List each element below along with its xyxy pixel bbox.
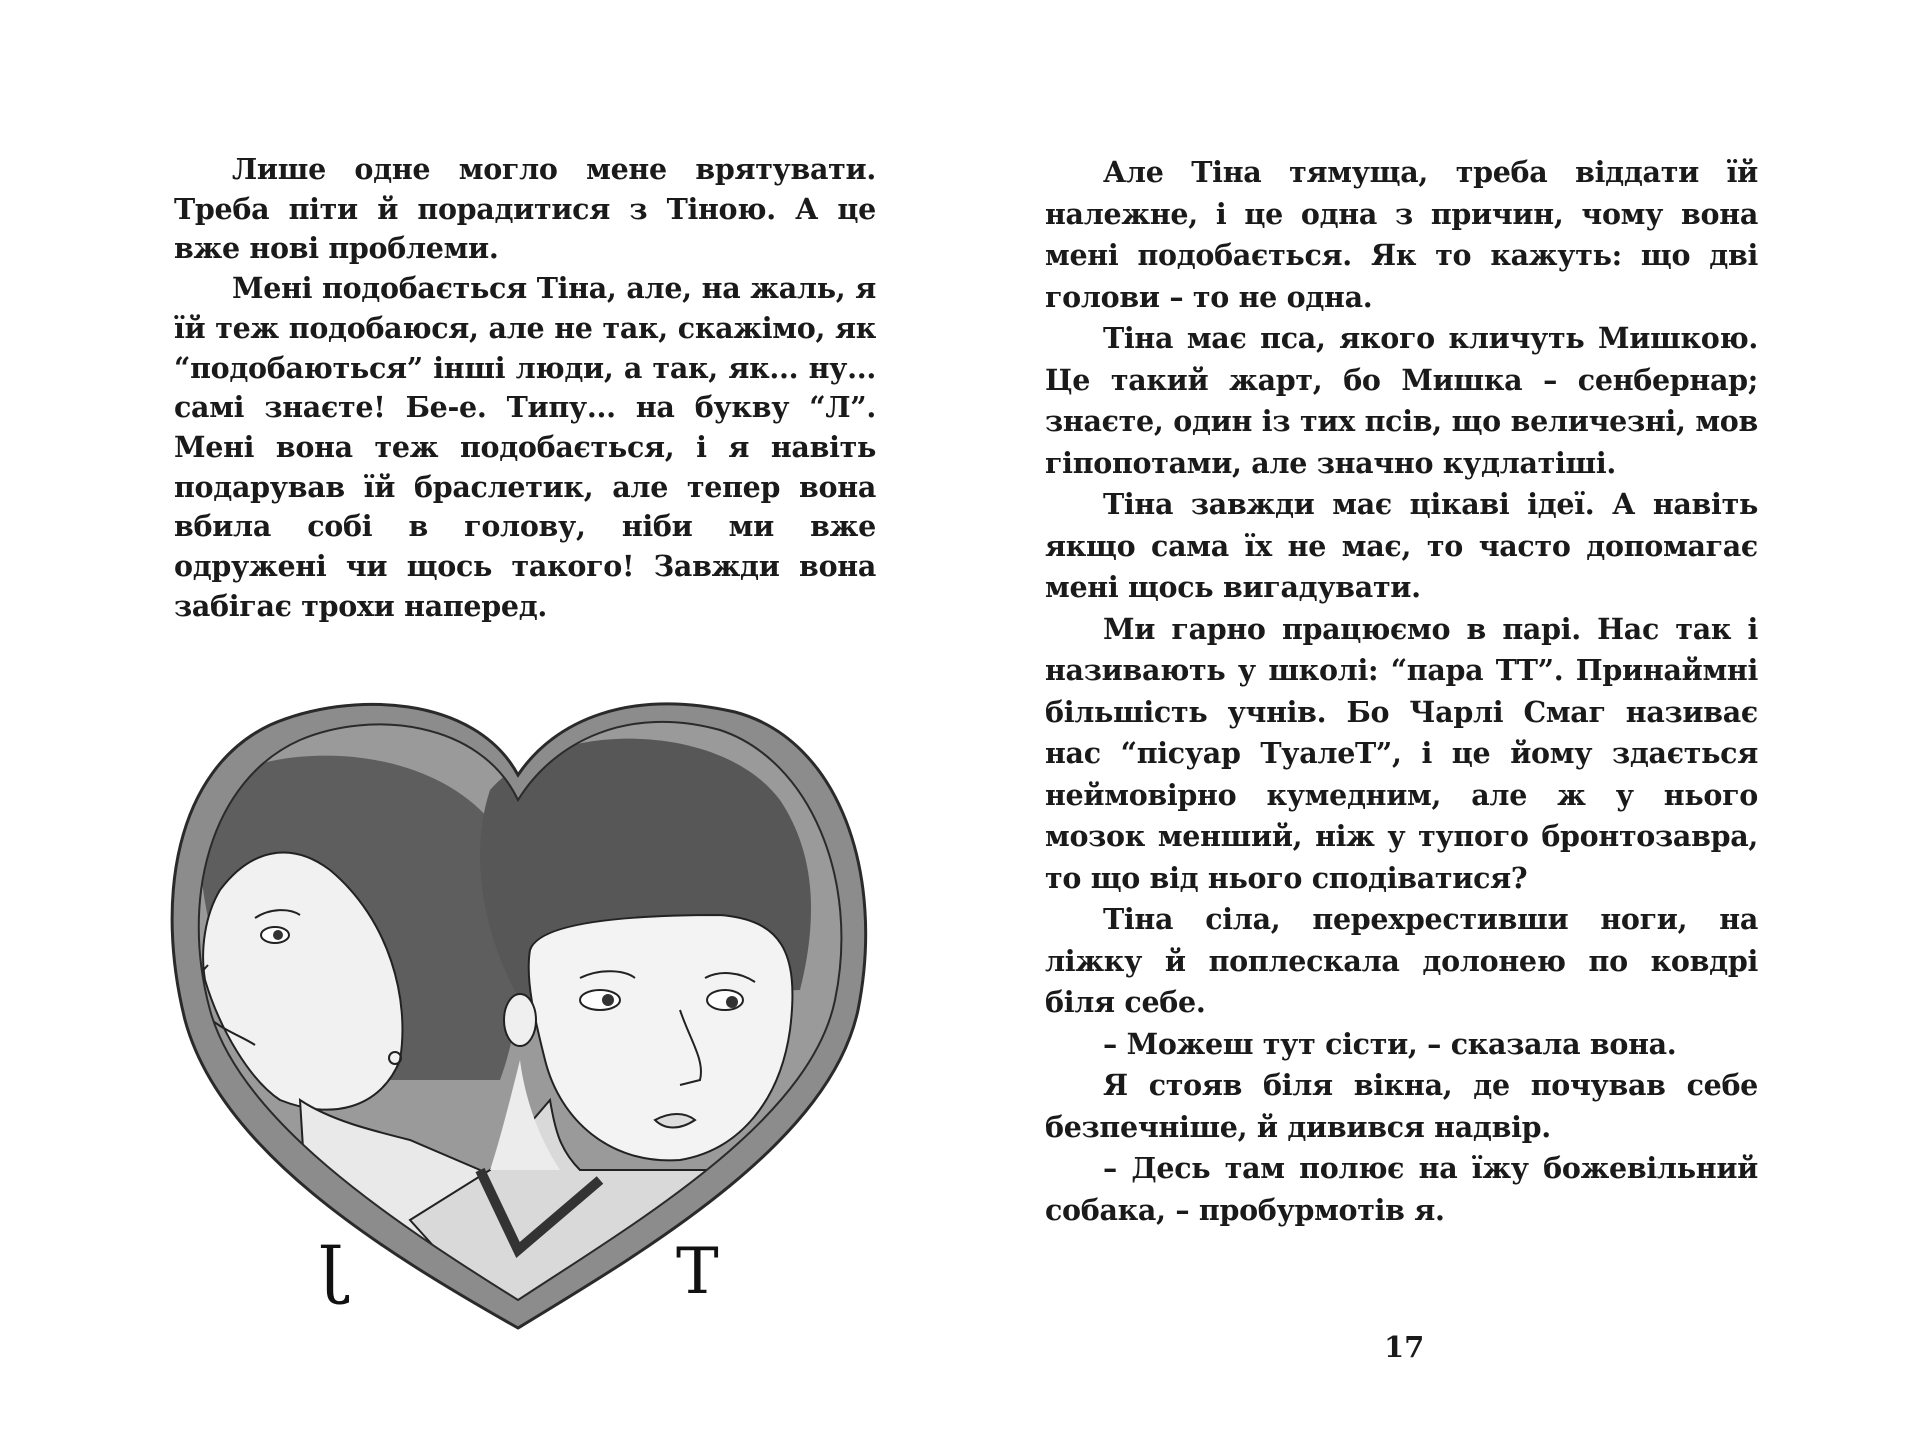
paragraph: Але Тіна тямуща, треба віддати їй належне, і це одна з причин, чому вона мені подобається. Як то кажуть: що дві голови – то не одна. bbox=[1045, 155, 1758, 314]
initial-left: J bbox=[318, 1233, 344, 1307]
paragraph: Ми гарно працюємо в парі. Нас так і називають у школі: “пара ТТ”. Принаймні більшість учнів. Бо Чарлі Смаг називає нас “пісуар ТуалеТ”, і це йому здається неймовірно кумедним, але ж у нього мозок менший, ніж у тупого бронтозавра, то що від нього сподіватися? bbox=[1045, 611, 1758, 895]
paragraph: Я стояв біля вікна, де почував себе безпечніше, й дивився надвір. bbox=[1045, 1068, 1758, 1144]
paragraph: Лише одне могло мене врятувати. Треба піти й порадитися з Тіною. А це вже нові проблеми. bbox=[174, 152, 876, 266]
left-page-text bbox=[174, 150, 876, 626]
paragraph: – Десь там полює на їжу божевільний собака, – пробурмотів я. bbox=[1045, 1151, 1758, 1227]
paragraph: Тіна завжди має цікаві ідеї. А навіть якщо сама їх не має, то часто допомагає мені щось вигадувати. bbox=[1045, 487, 1758, 604]
page-number: 17 bbox=[1384, 1330, 1425, 1364]
heart-illustration bbox=[160, 700, 880, 1350]
right-page-text bbox=[1045, 152, 1758, 1231]
paragraph: – Можеш тут сісти, – сказала вона. bbox=[1103, 1026, 1677, 1061]
initial-right: T bbox=[676, 1235, 719, 1309]
paragraph: Тіна сіла, перехрестивши ноги, на ліжку й поплескала долонею по ковдрі біля себе. bbox=[1045, 902, 1758, 1019]
paragraph: Мені подобається Тіна, але, на жаль, я їй теж подобаюся, але не так, скажімо, як “подобаються” інші люди, а так, як... ну... самі знаєте! Бе-е. Типу... на букву “Л”. Мені вона теж подобається, і я навіть подарував їй браслетик, але тепер вона вбила собі в голову, ніби ми вже одружені чи щось такого! Завжди вона забігає трохи наперед. bbox=[174, 271, 876, 623]
paragraph: Тіна має пса, якого кличуть Мишкою. Це такий жарт, бо Мишка – сенбернар; знаєте, один із тих псів, що величезні, мов гіпопотами, але значно кудлатіші. bbox=[1045, 321, 1758, 480]
